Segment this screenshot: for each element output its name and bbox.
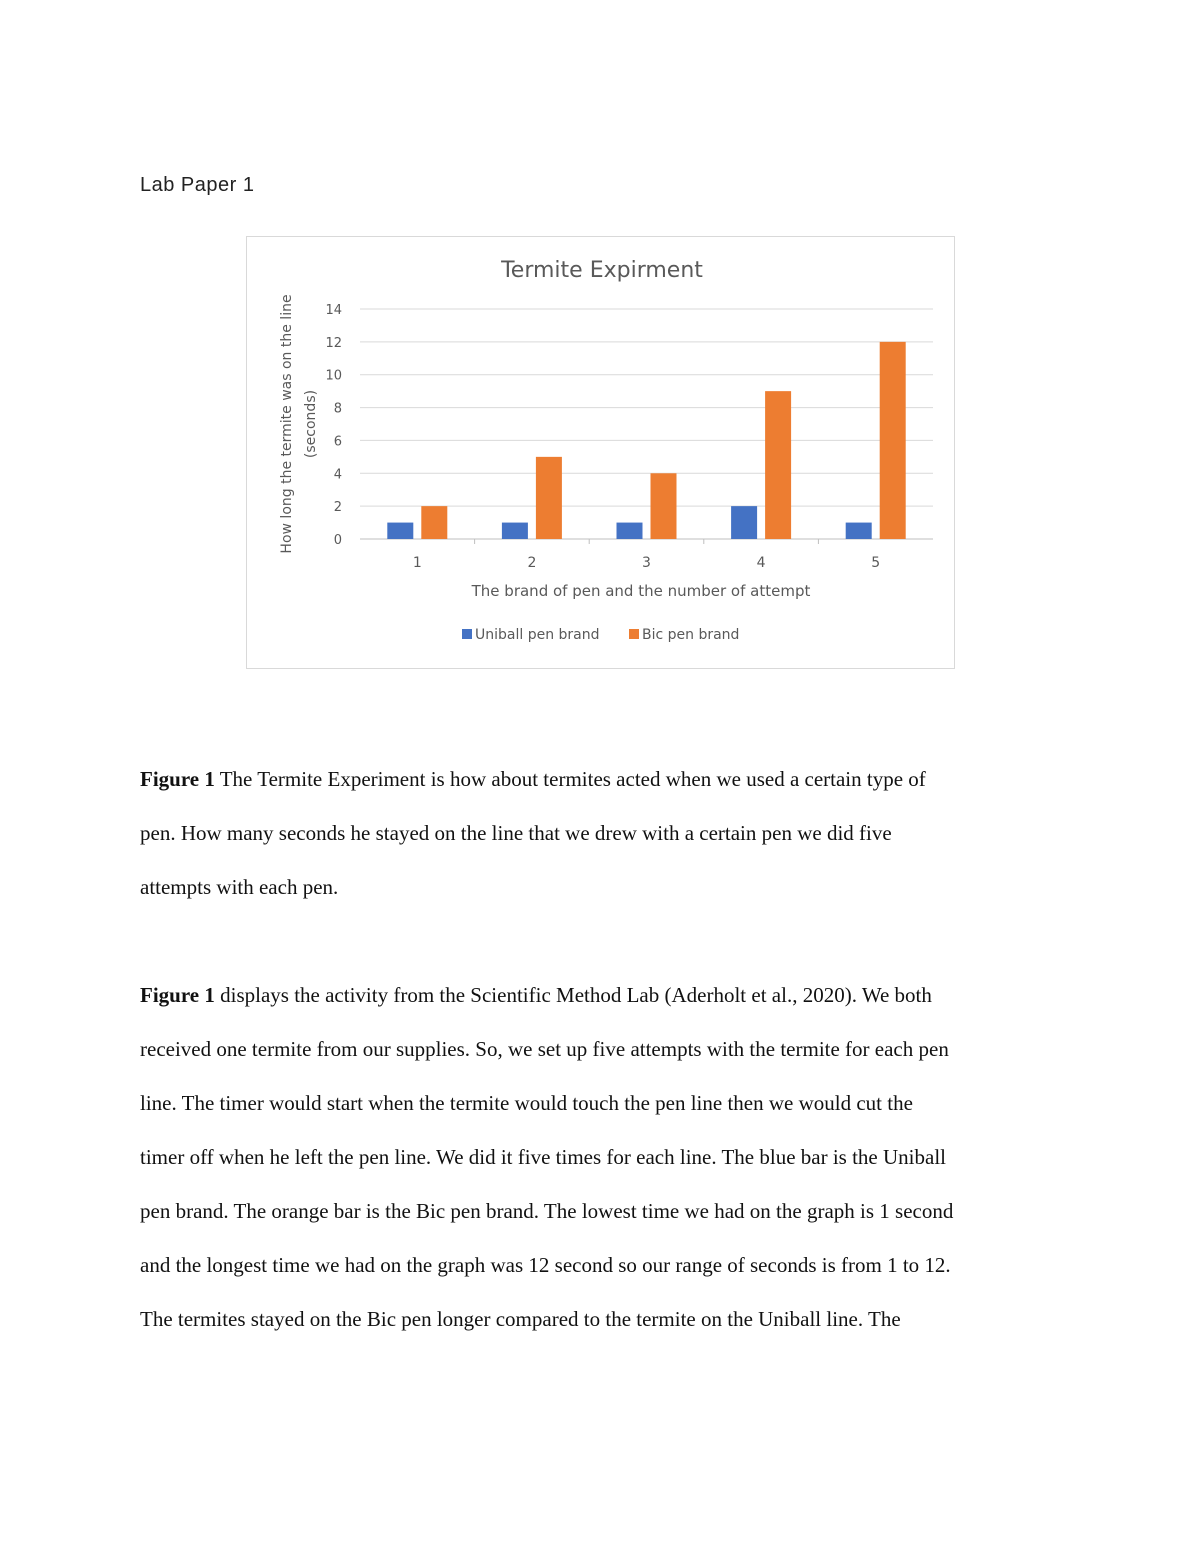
bar-bic-5: [880, 342, 906, 539]
bar-bic-1: [421, 506, 447, 539]
y-axis-label-group: [279, 294, 319, 553]
x-axis-label: The brand of pen and the number of attempt: [471, 582, 811, 600]
y-tick-label: 10: [325, 368, 342, 384]
paragraph-line-3: line. The timer would start when the termite would touch the pen line then we would cut the: [140, 1091, 913, 1115]
bar-uniball-3: [617, 523, 643, 539]
bar-bic-2: [536, 457, 562, 539]
x-tick-label: 2: [527, 555, 537, 571]
legend-label-uniball: Uniball pen brand: [475, 627, 600, 643]
caption-line-2: pen. How many seconds he stayed on the line that we drew with a certain pen we did five: [140, 821, 892, 845]
y-tick-label: 0: [333, 533, 342, 548]
bar-uniball-2: [502, 523, 528, 539]
caption-figure-label: Figure 1: [140, 767, 215, 791]
paragraph-line-6: and the longest time we had on the graph was 12 second so our range of seconds is from 1 to 12.: [140, 1253, 951, 1277]
paragraph-line-4: timer off when he left the pen line. We did it five times for each line. The blue bar is the Uniball: [140, 1145, 946, 1169]
y-tick-label: 4: [333, 467, 342, 483]
document-header: Lab Paper 1: [140, 174, 255, 196]
y-axis-label-line1: How long the termite was on the line: [279, 294, 295, 554]
y-axis-label-line2: (seconds): [303, 389, 319, 459]
legend-swatch-bic: [629, 629, 639, 639]
x-tick-label: 5: [871, 555, 881, 571]
bar-bic-3: [651, 473, 677, 539]
x-tick-label: 3: [642, 555, 651, 571]
legend-label-bic: Bic pen brand: [642, 627, 740, 643]
x-tick-label: 1: [412, 555, 422, 571]
y-axis-ticks: [325, 303, 342, 548]
paragraph-line-7: The termites stayed on the Bic pen longer compared to the termite on the Uniball line. The: [140, 1307, 901, 1331]
y-tick-label: 8: [333, 401, 342, 417]
chart-container: [246, 236, 955, 669]
paragraph-figure-label: Figure 1: [140, 983, 215, 1007]
legend: [462, 627, 739, 643]
paragraph-line-5: pen brand. The orange bar is the Bic pen brand. The lowest time we had on the graph is 1 second: [140, 1199, 954, 1223]
x-tick-label: 4: [756, 555, 766, 571]
x-axis-ticks: [413, 539, 880, 571]
results-paragraph: [140, 968, 1070, 1346]
chart-title: Termite Expirment: [501, 258, 703, 283]
bar-uniball-1: [387, 523, 413, 539]
figure-caption: [140, 752, 1070, 914]
y-tick-label: 6: [333, 434, 342, 450]
y-tick-label: 12: [325, 335, 342, 351]
bar-uniball-4: [731, 506, 757, 539]
paragraph-line-2: received one termite from our supplies. So, we set up five attempts with the termite for each pen: [140, 1037, 949, 1061]
termite-bar-chart: [247, 237, 956, 670]
y-tick-label: 2: [333, 500, 342, 516]
caption-line-3: attempts with each pen.: [140, 875, 339, 899]
bar-uniball-5: [846, 523, 872, 539]
gridlines: [360, 309, 933, 539]
legend-swatch-uniball: [462, 629, 472, 639]
caption-line-1: Figure 1 The Termite Experiment is how about termites acted when we used a certain type of: [140, 767, 926, 791]
paragraph-line-1: Figure 1 displays the activity from the Scientific Method Lab (Aderholt et al., 2020). We both: [140, 983, 932, 1007]
bar-bic-4: [765, 391, 791, 539]
y-tick-label: 14: [325, 303, 342, 318]
